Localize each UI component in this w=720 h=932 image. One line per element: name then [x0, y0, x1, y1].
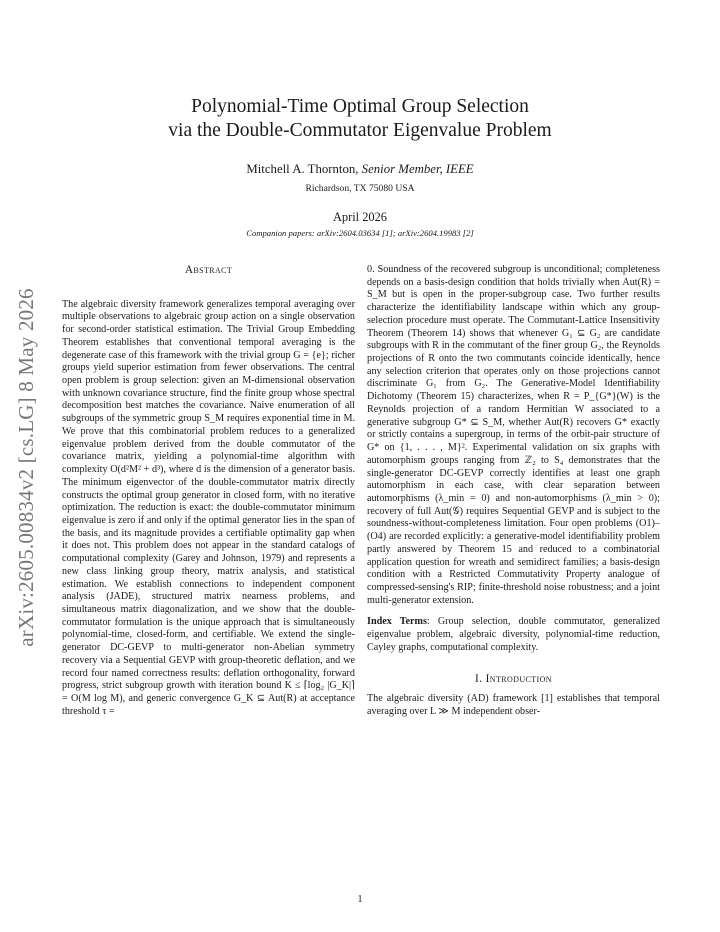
author-affiliation: Richardson, TX 75080 USA [305, 183, 415, 194]
arxiv-identifier-stamp [8, 262, 44, 672]
paper-title-line-1: Polynomial-Time Optimal Group Selection [191, 96, 529, 117]
paper-date: April 2026 [332, 210, 388, 224]
arxiv-identifier: arXiv:2605.00834v2 [cs.LG] 8 May 2026 [13, 287, 38, 647]
author-membership: Senior Member, IEEE [361, 162, 474, 176]
right-column [367, 264, 660, 719]
author-name: Mitchell A. Thornton, [246, 162, 362, 176]
abstract-text-right: 0. Soundness of the recovered subgroup is unconditional; completeness depends on a basis-design condition that holds trivially when Aut(R) = S_M but is open in the proper-subgroup case. Two further results characterize the identifiability landscape within which any group-selection procedure must operate. The Commutant-Lattice Insensitivity Theorem (Theorem 14) shows that whenever G₁ ⊆ G₂ are candidate subgroups with R in the commutant of the finer group G₂, the Reynolds projections of R onto the two commutants coincide identically, hence any selection criterion that operates only on those projections cannot discriminate G₁ from G₂. The Generative-Model Identifiability Dichotomy (Theorem 15) characterizes, when R = P_{G*}(W) is the Reynolds projection of a random Hermitian W associated to a generative subgroup G* ⊆ S_M, whether Aut(R) recovers G* exactly or strictly contains a supergroup, in terms of the orbit-pair structure of G* on {1, . . . , M}². Experimental validation on six graphs with automorphism groups ranging from ℤ₂ to S₄ demonstrates that the single-generator DC-GEVP correctly identifies at least one graph automorphism in each case, with clear separation between automorphisms (λ_min = 0) and non-automorphisms (λ_min > 0); recovery of full Aut(𝒢) requires Sequential GEVP and is subject to the soundness-without-completeness limitation. Four open problems (O1)–(O4) are recorded explicitly: a generative-model identifiability problem partly answered by Theorem 15 and reduced to a combinatorial application question for wreath and semidirect families; a basis-design condition with a Restricted Commutativity Property analogue of compressed-sensing's RIP; finite-threshold noise robustness; and a joint multi-generator extension. [367, 264, 660, 606]
index-terms-text: : Group selection, double commutator, generalized eigenvalue problem, algebraic diversity, polynomial-time reduction, Cayley graphs, computational complexity. [367, 616, 660, 653]
page-number: 1 [357, 894, 363, 905]
abstract-heading: Abstract [184, 264, 233, 276]
left-column [62, 264, 355, 718]
abstract-text-left: The algebraic diversity framework generalizes temporal averaging over multiple observations to algebraic group action on a single observation for second-order statistical estimation. The Trivial Group Embedding Theorem establishes that conventional temporal averaging is the degenerate case of this framework with the trivial group G = {e}; richer groups yield superior estimation from fewer observations. The central open problem is group selection: given an M-dimensional observation with unknown covariance structure, find the finite group whose spectral decomposition best matches the covariance. Naive enumeration of all subgroups of the symmetric group S_M requires exponential time in M. We prove that this combinatorial problem reduces to a generalized eigenvalue problem derived from the double commutator of the covariance matrix, yielding a polynomial-time algorithm with complexity O(d²M² + d³), where d is the dimension of a generator basis. The minimum eigenvector of the double-commutator matrix directly constructs the optimal group generator in closed form, with no iterative optimization. The reduction is exact: the double-commutator minimum eigenvalue is zero if and only if the optimal generator lies in the span of the basis, and its magnitude provides a certifiable optimality gap when it does not. This problem does not appear in the standard catalogs of computational complexity (Garey and Johnson, 1979) and represents a new class linking group theory, matrix analysis, and statistical estimation. We establish connections to independent component analysis (JADE), structured matrix nearness problems, and simultaneous matrix diagonalization, and we show that the double-commutator formulation is the unique approach that is simultaneously polynomial-time, closed-form, and certifiable. We extend the single-generator DC-GEVP to multi-generator non-Abelian symmetry recovery via a Sequential GEVP with group-theoretic deflation, and we record four named correctness results: deflation orthogonality, forward progress, strict subgroup growth with iteration bound K ≤ ⌈log₂ |G_K|⌉ = O(M log M), and generic convergence G_K ⊆ Aut(R) at acceptance threshold τ = [62, 298, 355, 717]
companion-papers-note: Companion papers: arXiv:2604.03634 [1]; arXiv:2604.19983 [2] [246, 228, 474, 238]
introduction-text: The algebraic diversity (AD) framework [1] establishes that temporal averaging over L ≫ M independent obser- [367, 693, 660, 717]
paper-header [60, 95, 660, 239]
paper-title-line-2: via the Double-Commutator Eigenvalue Problem [168, 120, 552, 141]
index-terms-label: Index Terms [367, 616, 427, 628]
introduction-heading: I. Introduction [475, 672, 552, 685]
index-terms [367, 616, 660, 654]
author-line [60, 161, 660, 177]
